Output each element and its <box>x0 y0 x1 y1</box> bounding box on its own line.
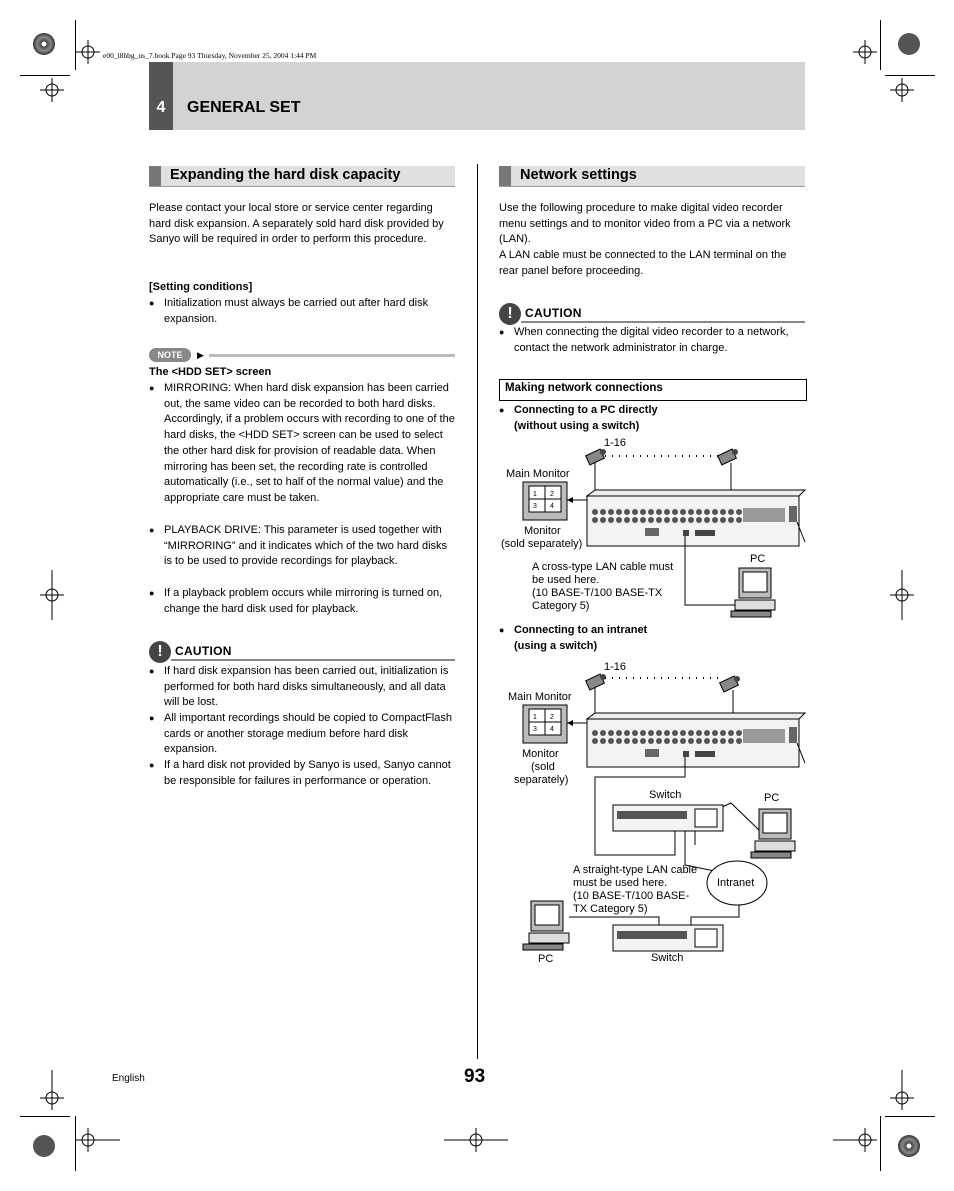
subsection-heading <box>499 379 807 401</box>
pc-label: PC <box>538 953 554 965</box>
main-monitor-label: Main Monitor <box>506 468 570 480</box>
screen-cell: 3 <box>533 726 537 733</box>
screen-cell: 2 <box>550 714 554 721</box>
chapter-title: GENERAL SET <box>187 99 301 116</box>
list-item: ● If a playback problem occurs while mirroring is turned on, change the hard disk used for playback. <box>149 586 455 617</box>
network-intro-2: A LAN cable must be connected to the LAN terminal on the rear panel before proceeding. <box>499 249 787 277</box>
page-number: 93 <box>464 1066 486 1087</box>
cable-note-line: be used here. <box>532 574 600 586</box>
network-intro: Use the following procedure to make digital video recorder menu settings and to monitor video from a PC via a network (LAN). <box>499 202 791 246</box>
intranet-label: Intranet <box>717 877 755 889</box>
camera-icon <box>718 449 738 465</box>
pc-label: PC <box>750 553 766 565</box>
hdd-intro: Please contact your local store or service center regarding hard disk expansion. A separately sold hard disk provided by Sanyo will be required in order to perform this procedure. <box>149 202 444 246</box>
screen-cell: 3 <box>533 503 537 510</box>
pc-icon <box>523 901 569 950</box>
list-item: ● PLAYBACK DRIVE: This parameter is used together with “MIRRORING” and it indicates which of the two hard disks is to be used to provide recordings for playback. <box>149 523 455 570</box>
exclamation-icon: ! <box>149 641 171 663</box>
caution-label: CAUTION <box>175 644 232 658</box>
cameras-label: 1-16 <box>604 661 627 673</box>
direct-heading-sub: (without using a switch) <box>514 420 640 432</box>
list-item: ● When connecting the digital video recorder to a network, contact the network administrator in charge. <box>499 325 805 356</box>
cable-note-line: TX Category 5) <box>573 903 648 915</box>
pc-label: PC <box>764 792 780 804</box>
pc-icon <box>731 568 775 617</box>
caution-label: CAUTION <box>525 306 582 320</box>
monitor-label: (sold <box>531 761 555 773</box>
screen-cell: 4 <box>550 726 554 733</box>
caution-header <box>499 303 805 325</box>
pc-icon <box>751 809 795 858</box>
cable-note-line: (10 BASE-T/100 BASE- <box>573 890 690 902</box>
caution-header <box>149 641 455 663</box>
column-divider <box>477 164 478 1059</box>
subsection-title: Making network connections <box>505 382 663 394</box>
switch-label: Switch <box>649 789 682 801</box>
intranet-heading-sub: (using a switch) <box>514 640 598 652</box>
diagram-direct-connection <box>499 430 809 625</box>
cable-note-line: (10 BASE-T/100 BASE-TX <box>532 587 663 599</box>
chapter-header <box>149 62 805 130</box>
list-item: ● Connecting to a PC directly <box>499 403 805 419</box>
note-heading: The <HDD SET> screen <box>149 366 272 378</box>
main-monitor-label: Main Monitor <box>508 691 572 703</box>
section-title: Network settings <box>520 167 637 183</box>
monitor-label: separately) <box>514 774 569 786</box>
monitor-label: Monitor <box>522 748 559 760</box>
screen-cell: 1 <box>533 491 537 498</box>
setting-conditions-heading: [Setting conditions] <box>149 281 253 293</box>
chapter-number: 4 <box>149 62 173 130</box>
diagram-intranet-connection <box>499 655 809 970</box>
section-heading-network <box>499 166 805 187</box>
switch-label: Switch <box>651 952 684 964</box>
list-item: ● If a hard disk not provided by Sanyo is used, Sanyo cannot be responsible for failures in performance or operation. <box>149 758 455 789</box>
section-title: Expanding the hard disk capacity <box>170 167 401 183</box>
monitor-icon <box>523 482 567 520</box>
cable-note-line: Category 5) <box>532 600 590 612</box>
list-item: ● Connecting to an intranet <box>499 623 805 639</box>
camera-icon <box>720 676 740 692</box>
monitor-sold-label: (sold separately) <box>501 538 583 550</box>
footer-language: English <box>112 1073 145 1084</box>
list-item: ● If hard disk expansion has been carried out, initialization is performed for both hard disks simultaneously, and all data will be lost. <box>149 664 455 711</box>
dvr-rear-panel <box>587 713 805 767</box>
cable-note-line: must be used here. <box>573 877 668 889</box>
camera-icon <box>586 674 606 690</box>
switch-icon <box>613 805 723 831</box>
monitor-icon <box>523 705 567 743</box>
section-heading-hdd <box>149 166 455 187</box>
monitor-label: Monitor <box>524 525 561 537</box>
cable-note-line: A straight-type LAN cable <box>573 864 698 876</box>
arrow-right-icon: ▶ <box>197 350 204 360</box>
screen-cell: 4 <box>550 503 554 510</box>
screen-cell: 2 <box>550 491 554 498</box>
switch-icon <box>613 925 723 951</box>
cable-note-line: A cross-type LAN cable must <box>532 561 674 573</box>
note-label: NOTE <box>149 348 191 362</box>
list-item: ● All important recordings should be copied to CompactFlash cards or another storage medium before hard disk expansion. <box>149 711 455 758</box>
cameras-label: 1-16 <box>604 437 627 449</box>
list-item: ● Initialization must always be carried out after hard disk expansion. <box>149 296 455 327</box>
screen-cell: 1 <box>533 714 537 721</box>
dvr-rear-panel <box>587 490 805 546</box>
print-info: e00_l8hbg_us_7.book Page 93 Thursday, November 25, 2004 1:44 PM <box>103 51 317 60</box>
exclamation-icon: ! <box>499 303 521 325</box>
note-header <box>149 348 455 362</box>
camera-icon <box>586 449 606 465</box>
list-item: ● MIRRORING: When hard disk expansion has been carried out, the same video can be recorded to both hard disks. Accordingly, if a problem occurs with recording to one of the hard disks, the <HDD SET> screen can be used to select the other hard disk for provision of readable data. When mirroring has been set, the recording rate is controlled automatically (i.e., set to half of the normal value) and the appropriate care must be taken. <box>149 381 455 507</box>
